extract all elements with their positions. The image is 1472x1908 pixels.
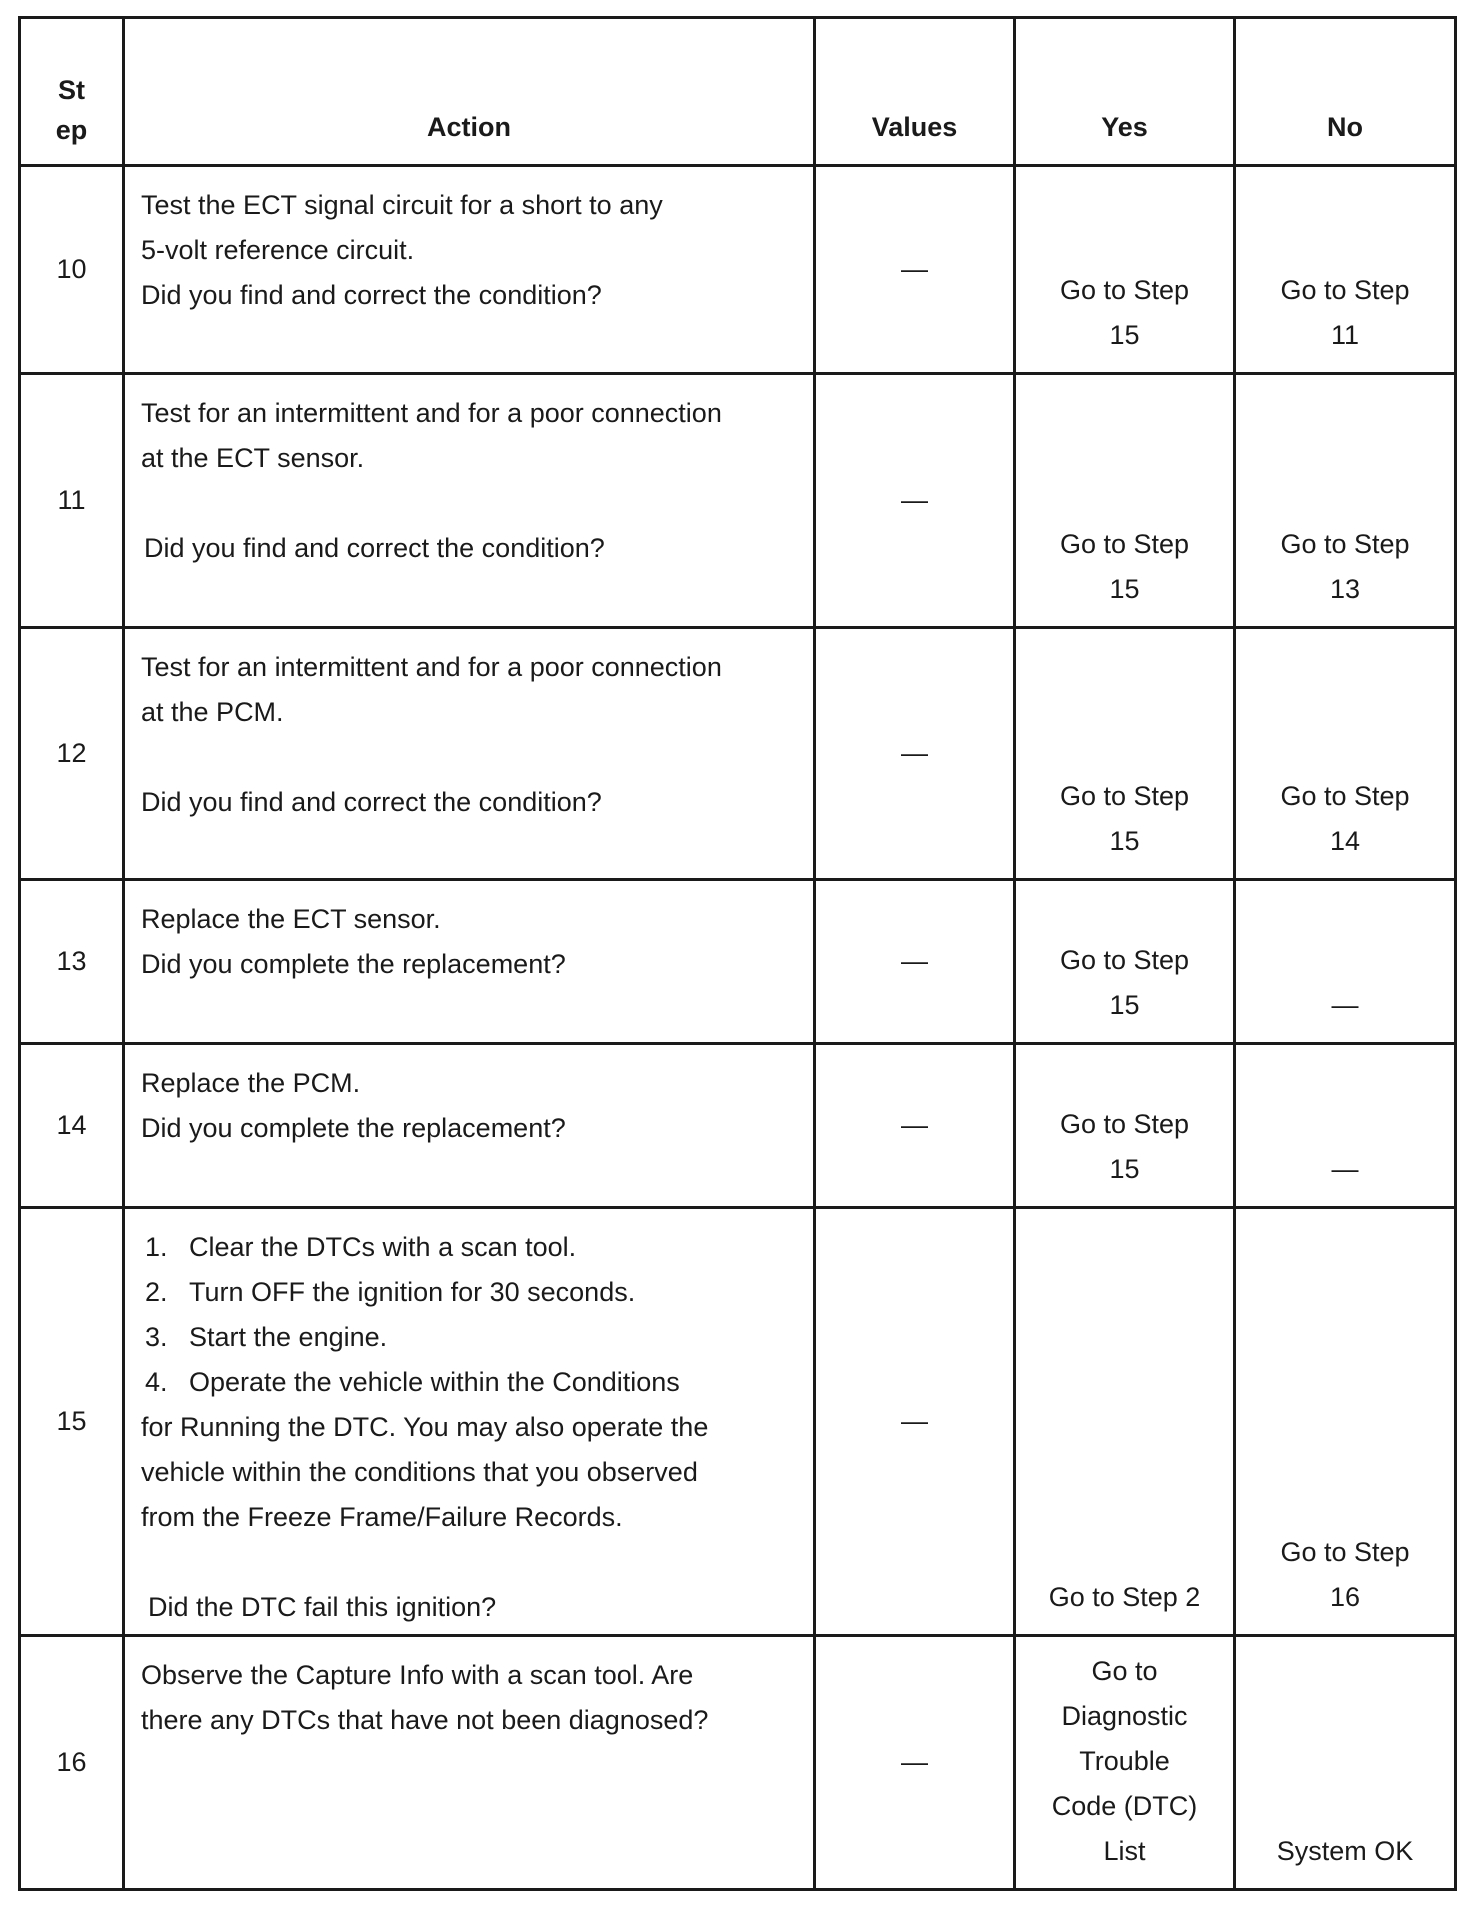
header-values: Values [815, 18, 1015, 166]
yes-cell: Go to Step 2 [1015, 1208, 1235, 1636]
yes-line: 15 [1109, 990, 1140, 1020]
action-question: there any DTCs that have not been diagnosed? [141, 1705, 709, 1735]
action-question: Did you find and correct the condition? [144, 533, 605, 563]
action-cell [124, 628, 815, 880]
step-number: 12 [20, 628, 124, 880]
yes-line: Code (DTC) [1051, 1791, 1198, 1821]
action-question: Did you complete the replacement? [141, 1113, 566, 1143]
table-row [20, 374, 1456, 628]
no-line: Go to Step [1280, 275, 1410, 305]
header-step-line1: St [58, 75, 85, 105]
action-line: at the ECT sensor. [141, 443, 365, 473]
header-yes: Yes [1015, 18, 1235, 166]
action-line: Replace the ECT sensor. [141, 904, 441, 934]
table-row [20, 166, 1456, 374]
values-cell: — [815, 1636, 1015, 1890]
list-item [141, 1270, 799, 1315]
yes-line: Go to Step [1059, 945, 1190, 975]
list-number: 2. [145, 1277, 168, 1307]
yes-cell [1015, 628, 1235, 880]
step-number: 16 [20, 1636, 124, 1890]
list-item [141, 1360, 799, 1405]
values-cell: — [815, 628, 1015, 880]
no-cell [1235, 166, 1456, 374]
yes-cell [1015, 374, 1235, 628]
spacer [141, 481, 799, 526]
values-cell: — [815, 880, 1015, 1044]
values-cell: — [815, 166, 1015, 374]
action-line: 5-volt reference circuit. [141, 235, 415, 265]
yes-line: 15 [1109, 574, 1140, 604]
values-cell: — [815, 374, 1015, 628]
action-line: for Running the DTC. You may also operate the [141, 1412, 709, 1442]
list-text: Start the engine. [189, 1322, 388, 1352]
list-item [141, 1225, 799, 1270]
action-cell [124, 1208, 815, 1636]
table-row [20, 1636, 1456, 1890]
table-row [20, 628, 1456, 880]
no-cell: System OK [1235, 1636, 1456, 1890]
step-number: 14 [20, 1044, 124, 1208]
action-question: Did the DTC fail this ignition? [148, 1592, 497, 1622]
yes-line: List [1103, 1836, 1146, 1866]
action-line: Test the ECT signal circuit for a short to any [141, 190, 663, 220]
table-header-row [20, 18, 1456, 166]
action-cell [124, 1636, 815, 1890]
yes-cell [1015, 880, 1235, 1044]
no-cell: — [1235, 880, 1456, 1044]
spacer [141, 735, 799, 780]
list-text: Turn OFF the ignition for 30 seconds. [189, 1277, 636, 1307]
action-question: Did you find and correct the condition? [141, 280, 602, 310]
action-line: at the PCM. [141, 697, 284, 727]
step-number: 10 [20, 166, 124, 374]
yes-cell [1015, 166, 1235, 374]
yes-cell [1015, 1636, 1235, 1890]
values-cell: — [815, 1044, 1015, 1208]
action-line: Observe the Capture Info with a scan tool. Are [141, 1660, 694, 1690]
header-step-line2: ep [55, 115, 88, 145]
numbered-steps [141, 1225, 799, 1405]
header-no: No [1235, 18, 1456, 166]
yes-line: Go to Step [1059, 1109, 1190, 1139]
yes-line: 15 [1109, 826, 1140, 856]
table-row [20, 1044, 1456, 1208]
no-line: 11 [1330, 320, 1360, 350]
list-number: 1. [145, 1232, 168, 1262]
yes-line: 15 [1109, 320, 1140, 350]
action-cell [124, 166, 815, 374]
action-cell [124, 880, 815, 1044]
no-line: 16 [1329, 1582, 1361, 1612]
yes-line: Trouble [1079, 1746, 1170, 1776]
diagnostic-table [18, 16, 1457, 1891]
action-cell [124, 374, 815, 628]
step-number: 15 [20, 1208, 124, 1636]
list-item [141, 1315, 799, 1360]
table-row [20, 880, 1456, 1044]
no-cell [1235, 374, 1456, 628]
step-number: 13 [20, 880, 124, 1044]
yes-cell [1015, 1044, 1235, 1208]
header-action: Action [124, 18, 815, 166]
list-text: Operate the vehicle within the Conditions [189, 1367, 680, 1397]
no-line: 13 [1329, 574, 1361, 604]
yes-line: 15 [1109, 1154, 1140, 1184]
step-number: 11 [20, 374, 124, 628]
list-number: 3. [145, 1322, 168, 1352]
no-line: Go to Step [1280, 529, 1410, 559]
values-cell: — [815, 1208, 1015, 1636]
yes-line: Go to Step [1059, 275, 1190, 305]
yes-line: Go to Step [1059, 529, 1190, 559]
table-row [20, 1208, 1456, 1636]
header-step [20, 18, 124, 166]
no-cell [1235, 1208, 1456, 1636]
action-cell [124, 1044, 815, 1208]
action-question: Did you complete the replacement? [141, 949, 566, 979]
action-line: Test for an intermittent and for a poor connection [141, 398, 722, 428]
action-question: Did you find and correct the condition? [141, 787, 602, 817]
no-cell [1235, 628, 1456, 880]
no-cell: — [1235, 1044, 1456, 1208]
action-line: Replace the PCM. [141, 1068, 361, 1098]
no-line: 14 [1329, 826, 1361, 856]
action-line: from the Freeze Frame/Failure Records. [141, 1502, 623, 1532]
no-line: Go to Step [1280, 1537, 1410, 1567]
action-line: Test for an intermittent and for a poor connection [141, 652, 722, 682]
yes-line: Go to [1091, 1656, 1158, 1686]
yes-line: Go to Step [1059, 781, 1190, 811]
yes-line: Diagnostic [1061, 1701, 1188, 1731]
action-line: vehicle within the conditions that you observed [141, 1457, 698, 1487]
no-line: Go to Step [1280, 781, 1410, 811]
spacer [141, 1540, 799, 1585]
list-number: 4. [145, 1367, 168, 1397]
list-text: Clear the DTCs with a scan tool. [189, 1232, 577, 1262]
